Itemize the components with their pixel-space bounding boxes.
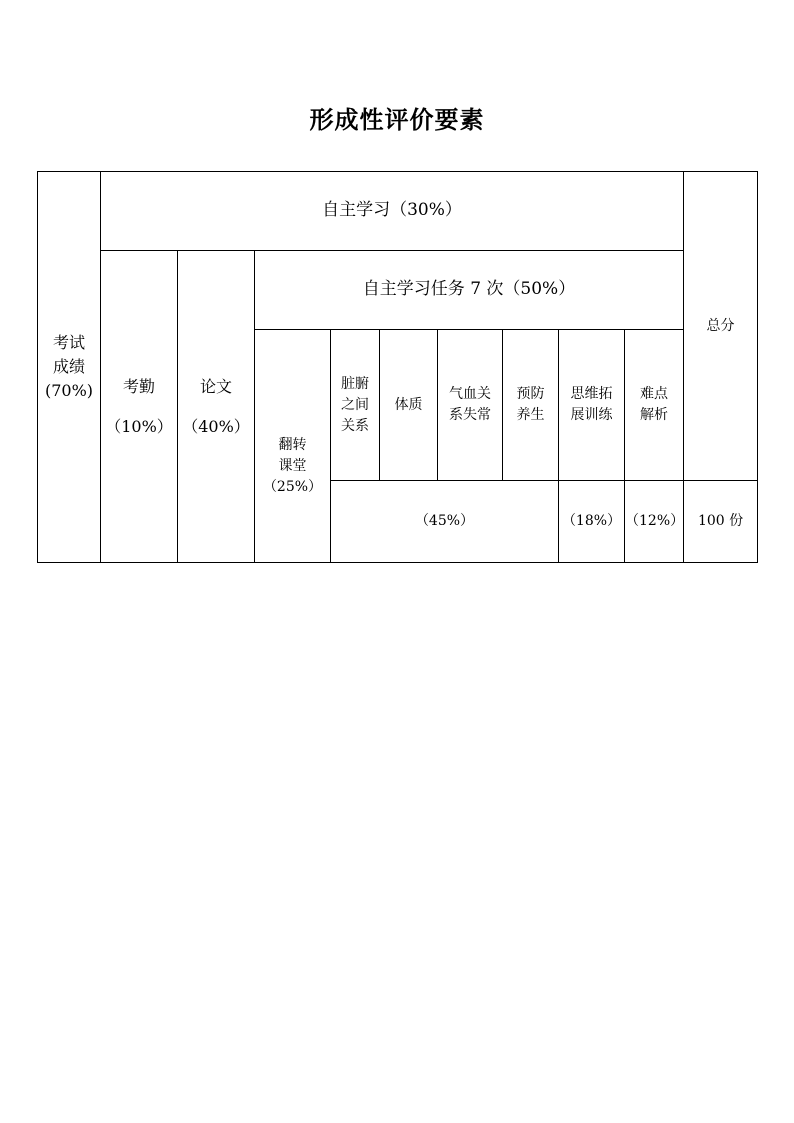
flipped-weight: （25%） — [262, 478, 323, 495]
total-header: 总分 — [684, 172, 758, 481]
exam-score-cell — [38, 172, 101, 563]
exam-weight: (70%) — [44, 381, 94, 400]
attendance-label: 考勤 — [122, 376, 155, 396]
group-weight-1: （45%） — [331, 481, 559, 563]
group-weight-2: （18%） — [559, 481, 625, 563]
subtask-qi-blood — [438, 330, 503, 481]
subtask-organ-relations — [331, 330, 380, 481]
paper-weight: （40%） — [182, 416, 250, 436]
exam-label-line1: 考试 — [52, 333, 85, 352]
subtask-line: 难点 — [640, 386, 669, 402]
subtask-difficulties — [625, 330, 684, 481]
subtask-line: 之间 — [341, 396, 369, 413]
subtask-line: 思维拓 — [570, 386, 613, 402]
subtask-line: 展训练 — [570, 407, 613, 423]
attendance-cell — [101, 251, 178, 563]
paper-cell — [178, 251, 255, 563]
page-title: 形成性评价要素 — [309, 105, 485, 134]
self-study-header: 自主学习（30%） — [101, 172, 684, 251]
subtask-line: 养生 — [516, 407, 545, 423]
subtask-line: 系失常 — [449, 407, 491, 423]
flipped-label-line1: 翻转 — [278, 436, 307, 453]
subtask-line: 气血关 — [449, 386, 491, 402]
subtask-line: 预防 — [516, 386, 545, 402]
subtask-prevention — [503, 330, 559, 481]
flipped-class-cell — [255, 330, 331, 563]
flipped-label-line2: 课堂 — [278, 457, 307, 474]
exam-label-line2: 成绩 — [52, 357, 85, 376]
subtask-line: 解析 — [640, 407, 669, 423]
group-weight-3: （12%） — [625, 481, 684, 563]
total-value: 100 份 — [684, 481, 758, 563]
tasks-header: 自主学习任务 7 次（50%） — [255, 251, 684, 330]
subtask-line: 脏腑 — [341, 375, 369, 392]
paper-label: 论文 — [199, 376, 232, 396]
evaluation-table — [37, 171, 758, 563]
subtask-constitution — [380, 330, 438, 481]
subtask-line: 体质 — [394, 396, 423, 413]
attendance-weight: （10%） — [105, 416, 173, 436]
subtask-thinking — [559, 330, 625, 481]
subtask-line: 关系 — [341, 417, 369, 434]
